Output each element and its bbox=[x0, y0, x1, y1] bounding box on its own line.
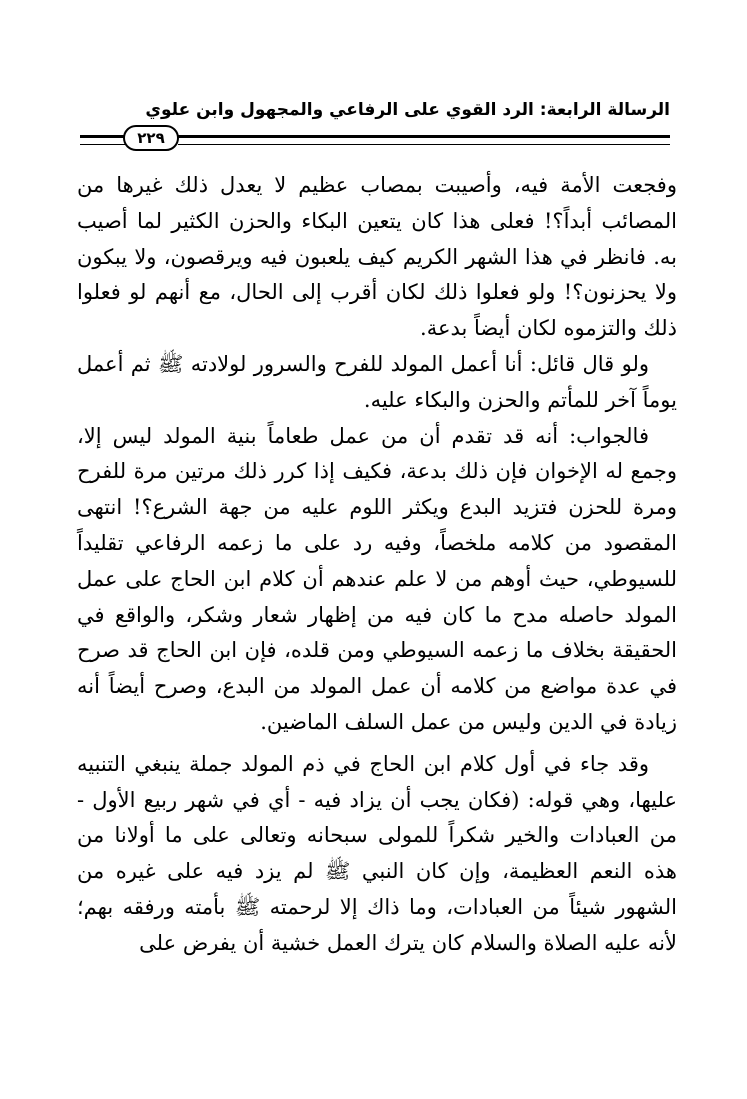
running-title: الرسالة الرابعة: الرد القوي على الرفاعي والمجهول وابن علوي bbox=[145, 100, 670, 120]
header-rule bbox=[178, 135, 670, 145]
page-number: ٢٢٩ bbox=[123, 125, 179, 151]
paragraph-4: وقد جاء في أول كلام ابن الحاج في ذم المولد جملة ينبغي التنبيه عليها، وهي قوله: (فكان يجب أن يزاد فيه - أي في شهر ربيع الأول - من العبادات والخير شكراً للمولى سبحانه وتعالى على ما أولانا من هذه النعم العظيمة، وإن كان النبي ﷺ لم يزد فيه على غيره من الشهور شيئاً من العبادات، وما ذاك إلا لرحمته ﷺ بأمته ورفقه بهم؛ لأنه عليه الصلاة والسلام كان يترك العمل خشية أن يفرض على bbox=[77, 751, 677, 955]
paragraph-2: ولو قال قائل: أنا أعمل المولد للفرح والسرور لولادته ﷺ ثم أعمل يوماً آخر للمأتم والحزن والبكاء عليه. bbox=[77, 351, 677, 412]
body-text bbox=[77, 168, 677, 962]
running-header bbox=[80, 100, 670, 160]
paragraph-3: فالجواب: أنه قد تقدم أن من عمل طعاماً بنية المولد ليس إلا، وجمع له الإخوان فإن ذلك بدعة، فكيف إذا كرر ذلك مرتين مرة للفرح ومرة للحزن فتزيد البدع ويكثر اللوم عليه من جهة الشرع؟! انتهى المقصود من كلامه ملخصاً، وفيه رد على ما زعمه الرفاعي تقليداً للسيوطي، حيث أوهم من لا علم عندهم أن كلام ابن الحاج على عمل المولد حاصله مدح ما كان فيه من إظهار شعار وشكر، والواقع في الحقيقة بخلاف ما زعمه السيوطي ومن قلده، فإن ابن الحاج قد صرح في عدة مواضع من كلامه أن عمل المولد من البدع، وصرح أيضاً أنه زيادة في الدين وليس من عمل السلف الماضين. bbox=[77, 423, 677, 734]
paragraph-1: وفجعت الأمة فيه، وأصيبت بمصاب عظيم لا يعدل ذلك غيرها من المصائب أبداً؟! فعلى هذا كان يتعين البكاء والحزن الكثير لما أصيب به. فانظر في هذا الشهر الكريم كيف يلعبون فيه ويرقصون، ولا يبكون ولا يحزنون؟! ولو فعلوا ذلك لكان أقرب إلى الحال، مع أنهم لو فعلوا ذلك والتزموه لكان أيضاً بدعة. bbox=[77, 173, 677, 341]
page-number-rule bbox=[80, 135, 125, 145]
